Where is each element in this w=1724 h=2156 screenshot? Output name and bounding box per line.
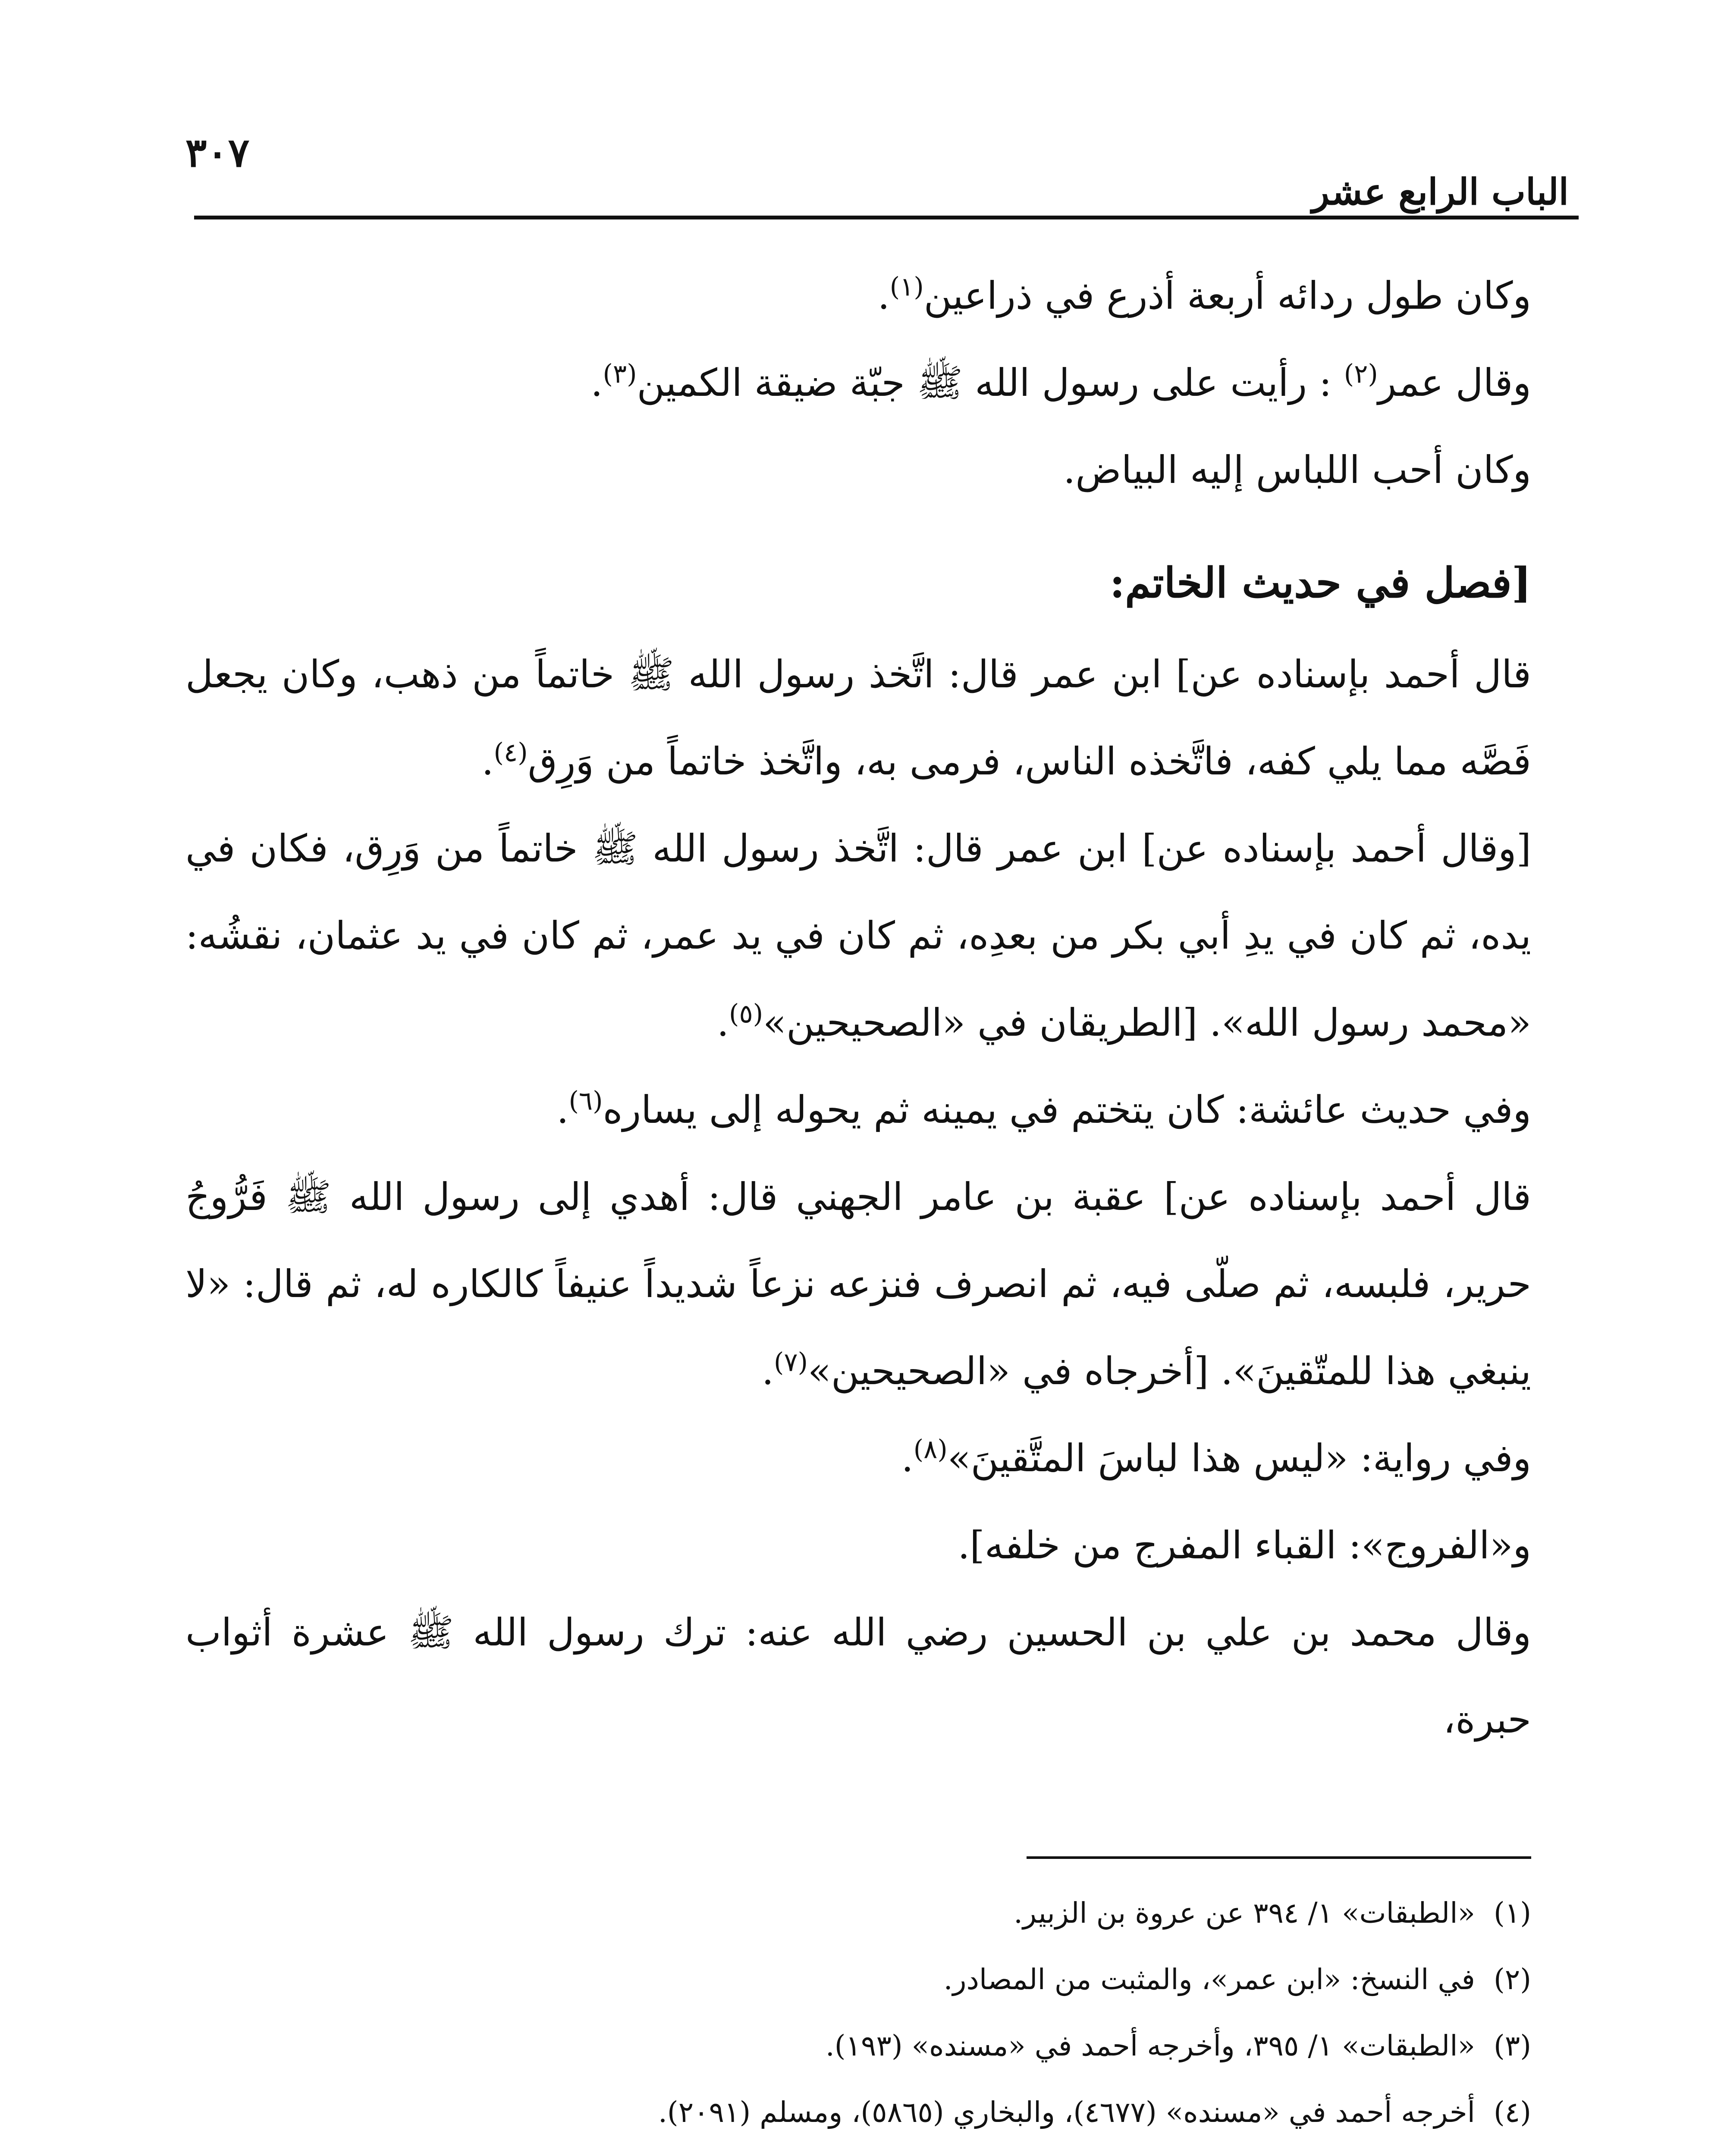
paragraph-7 — [185, 1153, 1531, 1415]
section-heading — [185, 539, 1531, 627]
paragraph-4 — [185, 631, 1531, 805]
paragraph-1 — [185, 252, 1531, 339]
paragraph-6 — [185, 1066, 1531, 1153]
paragraph-6-end: . — [556, 1087, 569, 1132]
paragraph-2-mid: : رأيت على رسول الله ﷺ جبّة ضيقة الكمين — [637, 360, 1344, 405]
footnote-ref-3: (٣) — [603, 359, 637, 389]
footnote-item — [185, 2013, 1531, 2079]
footnote-item — [185, 1880, 1531, 1946]
paragraph-7-text: قال أحمد بإسناده عن] عقبة بن عامر الجهني قال: أهدي إلى رسول الله ﷺ فَرُّوجُ حرير، فلبسه، ثم صلّى فيه، ثم انصرف فنزعه نزعاً شديداً عنيفاً كالكاره له، ثم قال: «لا ينبغي هذا للمتّقينَ». [أخرجاه في «الصحيحين» — [185, 1175, 1531, 1393]
paragraph-2 — [185, 339, 1531, 426]
main-text — [185, 252, 1531, 1763]
paragraph-6-text: وفي حديث عائشة: كان يتختم في يمينه ثم يحوله إلى يساره — [603, 1087, 1531, 1132]
footnote-ref-7: (٧) — [773, 1347, 808, 1378]
footnote-ref-6: (٦) — [568, 1086, 603, 1116]
paragraph-3 — [185, 426, 1531, 514]
footnote-number: (٢) — [1494, 1963, 1531, 1996]
paragraph-9 — [185, 1502, 1531, 1589]
page-number: ٣٠٧ — [185, 129, 250, 176]
paragraph-10 — [185, 1589, 1531, 1763]
paragraph-10-text: وقال محمد بن علي بن الحسين رضي الله عنه: ترك رسول الله ﷺ عشرة أثواب حبرة، — [185, 1610, 1532, 1742]
footnote-rule — [1027, 1856, 1531, 1859]
footnotes — [185, 1880, 1531, 2156]
paragraph-8-end: . — [901, 1436, 914, 1480]
running-head: الباب الرابع عشر — [1312, 170, 1569, 213]
paragraph-7-end: . — [761, 1349, 774, 1393]
footnote-number — [1475, 2146, 1531, 2156]
footnote-text: في النسخ: «ابن عمر»، والمثبت من المصادر. — [943, 1963, 1475, 1996]
paragraph-1-text: وكان طول ردائه أربعة أذرع في ذراعين — [923, 273, 1531, 318]
section-heading-text: [فصل في حديث الخاتم: — [1109, 558, 1531, 607]
footnote-number: (٤) — [1494, 2096, 1531, 2129]
footnote-item — [185, 2079, 1531, 2146]
paragraph-2-end: . — [590, 360, 603, 405]
footnote-text: «الطبقات» ١/ ٣٩٥، وأخرجه أحمد في «مسنده» (١٩٣). — [825, 2029, 1475, 2062]
paragraph-8 — [185, 1415, 1531, 1502]
footnote-item — [185, 2146, 1531, 2156]
footnote-text: أخرجه أحمد في «مسنده» (٤٦٧٧)، والبخاري (٥٨٦٥)، ومسلم (٢٠٩١). — [658, 2096, 1475, 2129]
paragraph-8-text: وفي رواية: «ليس هذا لباسَ المتَّقينَ» — [947, 1436, 1531, 1480]
footnote-number: (١) — [1494, 1896, 1531, 1930]
footnote-item — [185, 1946, 1531, 2013]
footnote-ref-8: (٨) — [913, 1434, 948, 1465]
paragraph-5-end: . — [717, 1000, 729, 1045]
paragraph-5 — [185, 805, 1531, 1066]
footnote-ref-4: (٤) — [493, 737, 528, 768]
paragraph-5-text: [وقال أحمد بإسناده عن] ابن عمر قال: اتَّخذ رسول الله ﷺ خاتماً من وَرِق، فكان في يده، ثم كان في يدِ أبي بكر من بعدِه، ثم كان في يد عمر، ثم كان في يد عثمان، نقشُه: «محمد رسول الله». [الطريقان في «الصحيحين» — [185, 826, 1532, 1045]
paragraph-4-end: . — [481, 739, 494, 783]
footnote-ref-1: (١) — [889, 272, 924, 302]
paragraph-4-text: قال أحمد بإسناده عن] ابن عمر قال: اتَّخذ رسول الله ﷺ خاتماً من ذهب، وكان يجعل فَصَّه مما يلي كفه، فاتَّخذه الناس، فرمى به، واتَّخذ خاتماً من وَرِق — [185, 652, 1531, 783]
paragraph-9-text: و«الفروج»: القباء المفرج من خلفه]. — [958, 1523, 1531, 1567]
footnote-ref-5: (٥) — [729, 999, 763, 1029]
paragraph-3-text: وكان أحب اللباس إليه البياض. — [1063, 448, 1531, 492]
footnote-ref-2: (٢) — [1344, 359, 1378, 389]
paragraph-2-start: وقال عمر — [1378, 360, 1531, 405]
header-rule — [194, 216, 1579, 219]
footnote-text: «الطبقات» ١/ ٣٩٤ عن عروة بن الزبير. — [1014, 1896, 1475, 1930]
footnote-number: (٣) — [1494, 2029, 1531, 2062]
paragraph-1-end: . — [877, 273, 890, 318]
